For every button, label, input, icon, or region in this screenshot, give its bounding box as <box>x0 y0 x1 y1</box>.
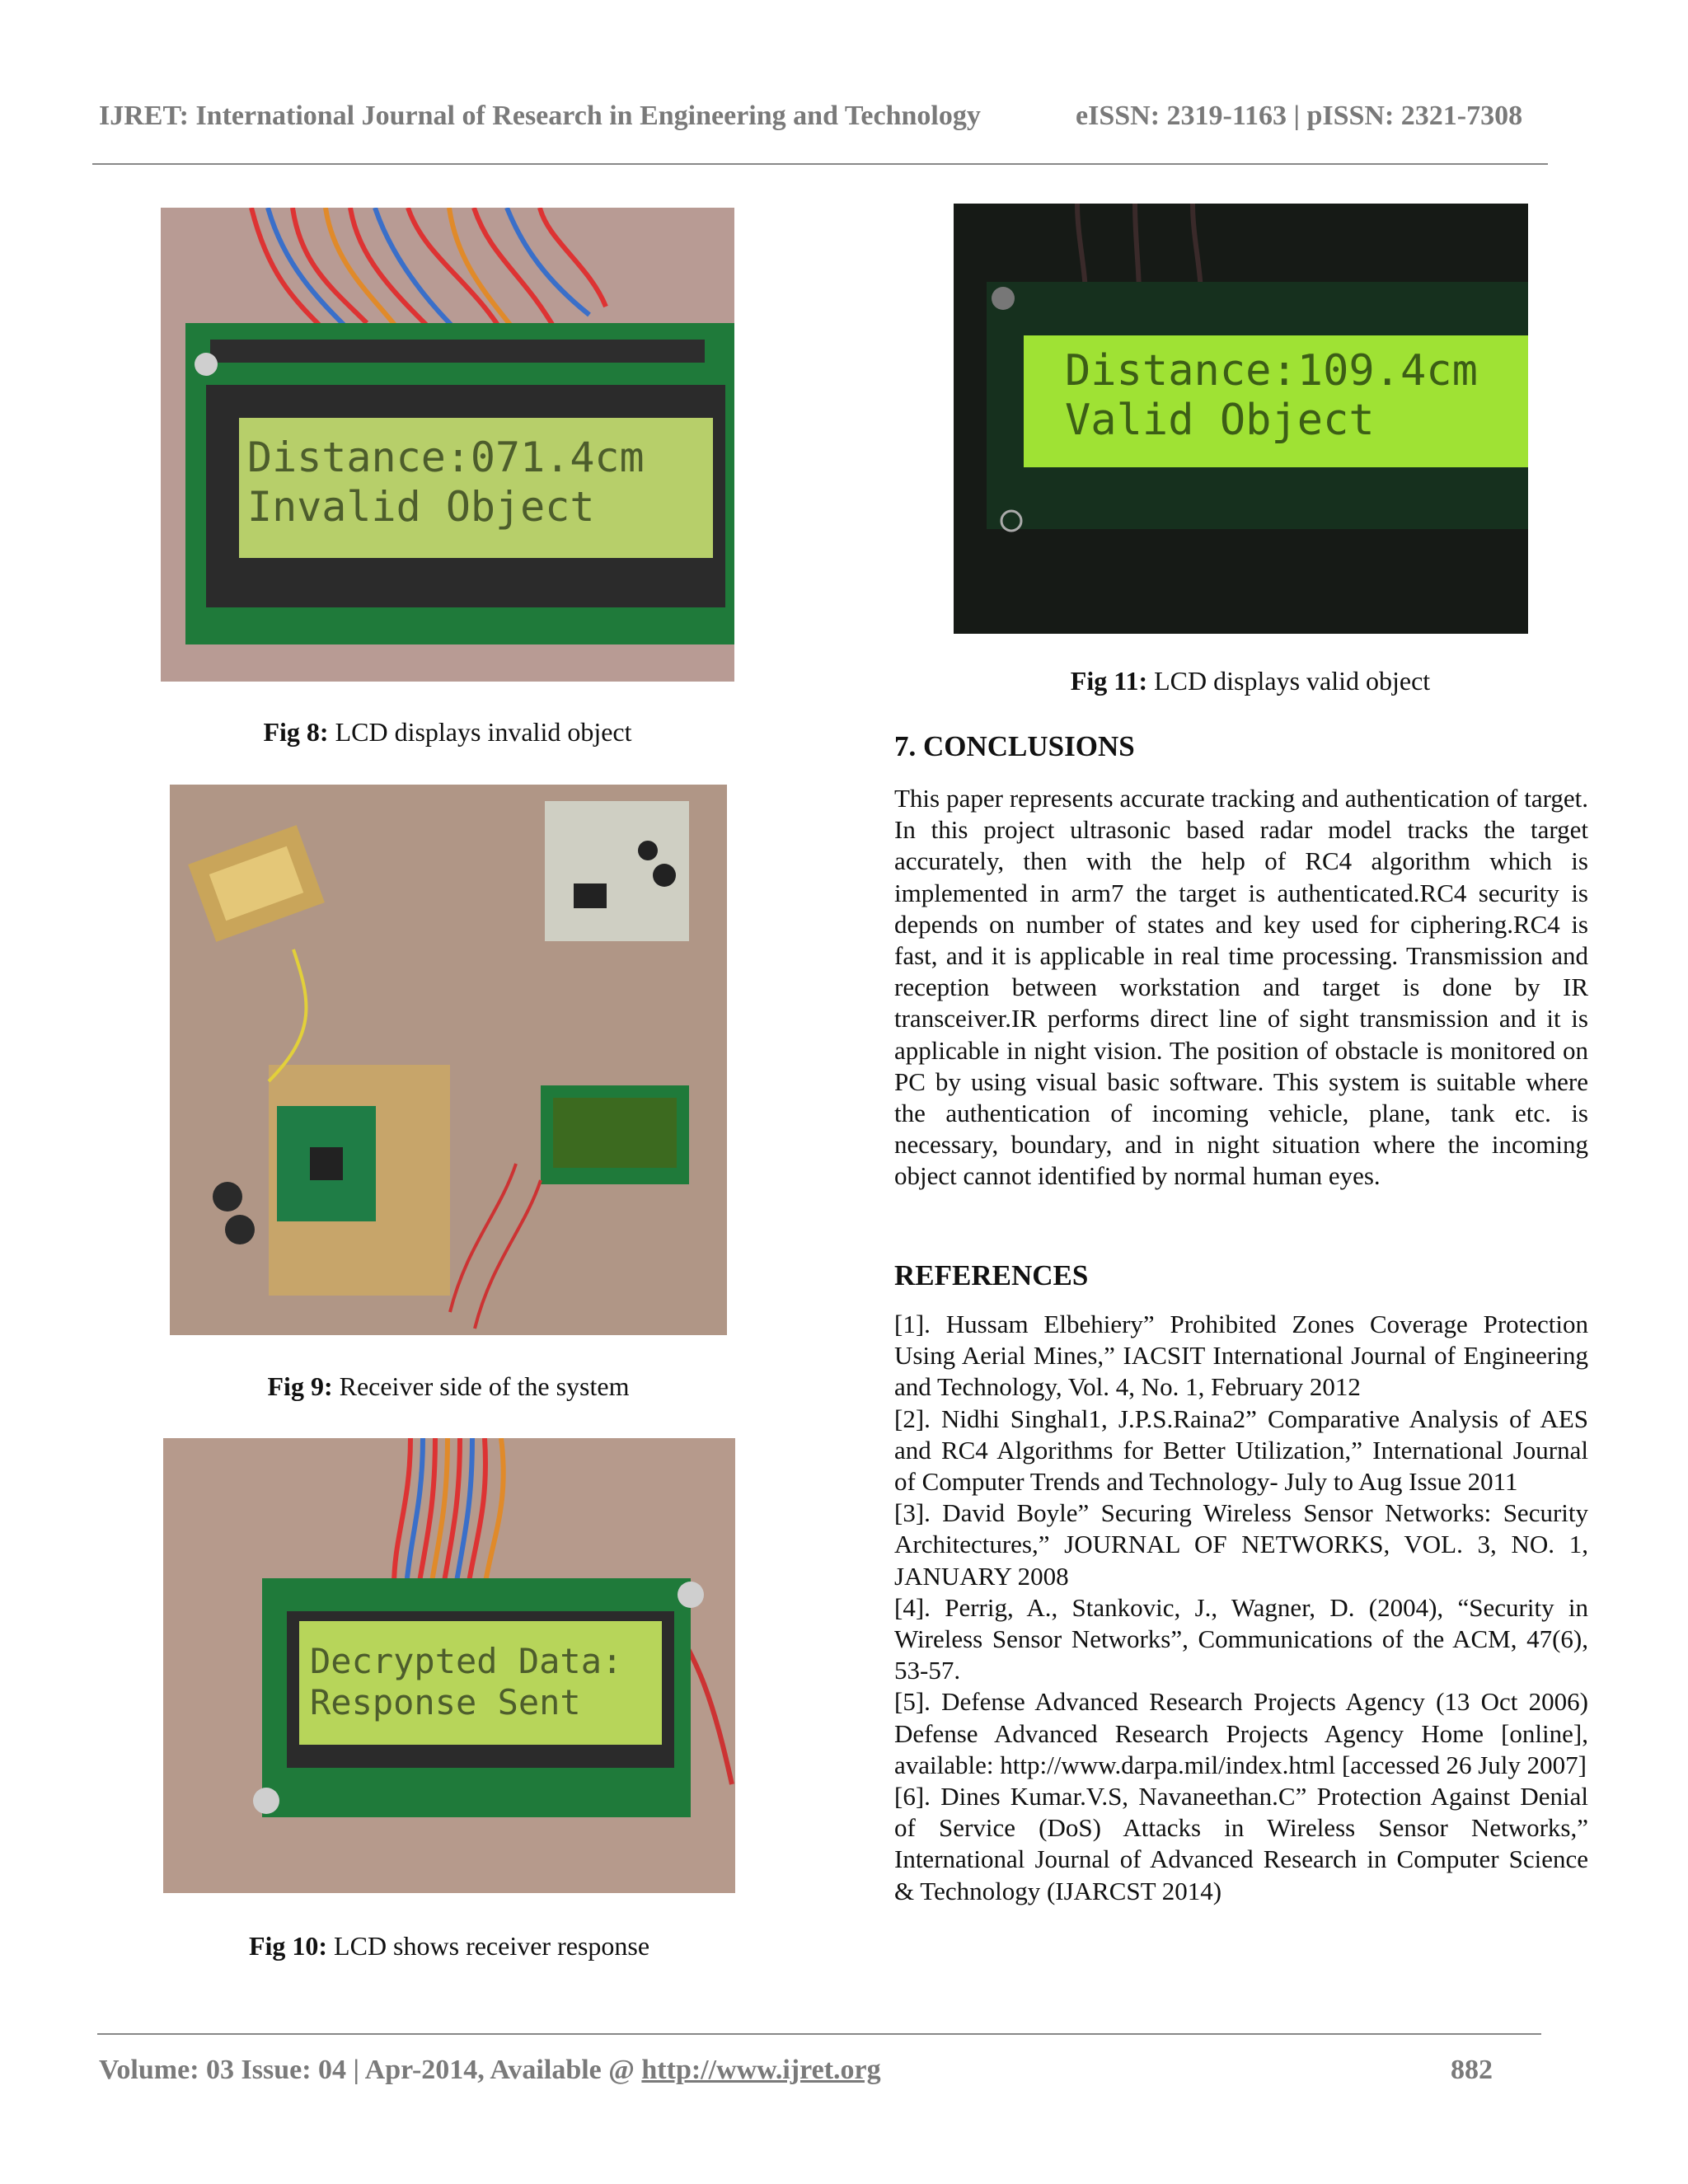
fig9-caption-text: Receiver side of the system <box>339 1371 630 1401</box>
conclusions-heading: 7. CONCLUSIONS <box>894 730 1135 762</box>
reference-item: [6]. Dines Kumar.V.S, Navaneethan.C” Protection Against Denial of Service (DoS) Attacks in Wireless Sensor Networks,” International Journal of Advanced Research in Computer Science & Technology (IJARCST 2014) <box>894 1782 1588 1905</box>
fig8-lcd-line1: Distance:071.4cm <box>247 434 645 481</box>
journal-title: IJRET: International Journal of Research in Engineering and Technology <box>99 101 981 131</box>
fig10-caption <box>163 1931 735 1961</box>
fig10-lcd-line2: Response Sent <box>310 1682 581 1722</box>
fig8-photo <box>161 208 734 682</box>
issn-info: eISSN: 2319-1163 | pISSN: 2321-7308 <box>1076 101 1523 131</box>
references-heading: REFERENCES <box>894 1259 1089 1291</box>
fig8-label: Fig 8: <box>263 717 329 747</box>
fig10-caption-text: LCD shows receiver response <box>334 1931 650 1961</box>
fig9-photo <box>170 785 727 1335</box>
fig11-lcd-line1: Distance:109.4cm <box>1065 346 1478 396</box>
reference-item: [2]. Nidhi Singhal1, J.P.S.Raina2” Comparative Analysis of AES and RC4 Algorithms for Better Utilization,” International Journal of Computer Trends and Technology- July to Aug Issue 2011 <box>894 1404 1588 1497</box>
fig9-label: Fig 9: <box>267 1371 333 1401</box>
reference-item: [5]. Defense Advanced Research Projects Agency (13 Oct 2006) Defense Advanced Research Projects Agency Home [online], available: http://www.darpa.mil/index.html [accessed 26 July 2007] <box>894 1687 1588 1779</box>
fig11-caption-text: LCD displays valid object <box>1154 666 1431 696</box>
fig8-caption <box>161 717 734 748</box>
fig11-photo <box>954 204 1528 634</box>
fig9-caption <box>170 1371 727 1402</box>
reference-item: [3]. David Boyle” Securing Wireless Sensor Networks: Security Architectures,” JOURNAL OF NETWORKS, VOL. 3, NO. 1, JANUARY 2008 <box>894 1498 1588 1591</box>
footer-link[interactable]: http://www.ijret.org <box>641 2055 881 2085</box>
references-list <box>894 1309 1588 1907</box>
fig11-label: Fig 11: <box>1070 666 1148 696</box>
page-number: 882 <box>1451 2055 1493 2085</box>
fig8-lcd-line2: Invalid Object <box>247 483 595 531</box>
reference-item: [1]. Hussam Elbehiery” Prohibited Zones Coverage Protection Using Aerial Mines,” IACSIT International Journal of Engineering and Technology, Vol. 4, No. 1, February 2012 <box>894 1310 1588 1402</box>
fig10-photo <box>163 1438 735 1893</box>
header-rule <box>92 163 1548 165</box>
reference-item: [4]. Perrig, A., Stankovic, J., Wagner, D. (2004), “Security in Wireless Sensor Networks”, Communications of the ACM, 47(6), 53-57. <box>894 1592 1588 1685</box>
footer-volume-text: Volume: 03 Issue: 04 | Apr-2014, Available @ <box>99 2055 642 2085</box>
conclusions-text: This paper represents accurate tracking and authentication of target. In this project ultrasonic based radar model tracks the target accurately, then with the help of RC4 algorithm which is implemented in arm7 the target is authenticated.RC4 security is depends on number of states and key used for ciphering.RC4 is fast, and it is applicable in real time processing. Transmission and reception between workstation and target is done by IR transceiver.IR performs direct line of sight transmission and it is applicable in night vision. The position of obstacle is monitored on PC by using visual basic software. This system is suitable where the authentication of incoming vehicle, plane, tank etc. is necessary, boundary, and in night situation where the incoming object cannot identified by normal human eyes. <box>894 784 1588 1191</box>
fig11-caption <box>954 666 1547 696</box>
fig11-lcd-line2: Valid Object <box>1065 396 1375 445</box>
fig10-label: Fig 10: <box>248 1931 328 1961</box>
footer-volume <box>99 2055 881 2086</box>
footer-rule <box>97 2033 1541 2035</box>
fig10-lcd-line1: Decrypted Data: <box>310 1641 623 1681</box>
fig8-caption-text: LCD displays invalid object <box>335 717 632 747</box>
